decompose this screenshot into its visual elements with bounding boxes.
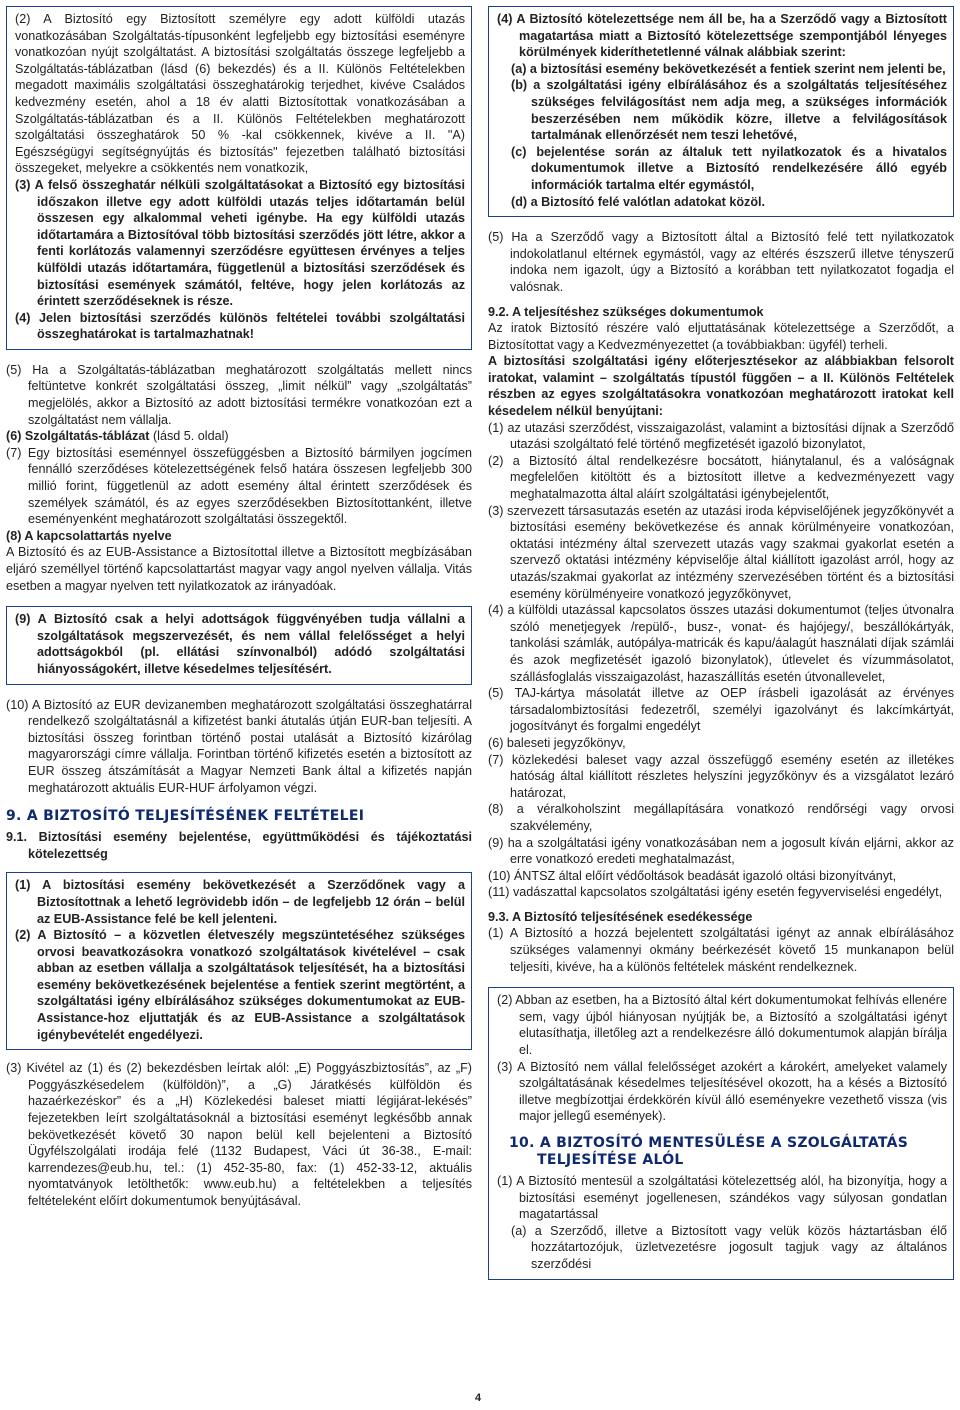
list-item: (2) a Biztosító által rendelkezésre bocsátott, hiánytalanul, és a valóságnak megfelelően kitöltött és a biztosított illetve a kedvezményezett vagy meghatalmazotta által aláírt szolgáltatási igénybejelentőt, (488, 453, 954, 502)
obligation-d: (d) a Biztosító felé valótlan adatokat közöl. (511, 194, 766, 209)
list-item: (5) TAJ-kártya másolatát illetve az OEP írásbeli igazolását az érvényes társadalombiztosítási fedezetről, személyi igazolványt és lakcímkártyát, jogosítványt és forgalmi engedélyt (488, 686, 954, 734)
documents-list (488, 420, 954, 901)
local-conditions-box (6, 606, 472, 684)
service-table-ref: (lásd 5. oldal) (149, 429, 229, 444)
obligation-box (488, 6, 954, 217)
section-10-heading-line1: 10. A BIZTOSÍTÓ MENTESÜLÉSE A SZOLGÁLTATÁS (509, 1135, 909, 1151)
paragraph-2: (2) A Biztosító egy Biztosított személyre egy adott külföldi utazás vonatkozásában Szolgáltatás-típusonként legfeljebb egy biztosítási eseményre vonatkozóan nyújt szolgáltatást. A biztosítási szolgáltatás összege legfeljebb a Szolgáltatás-táblázatban (lásd (6) bekezdés) és a II. Különös Feltételekben megadott maximális szolgáltatási összeghatárokig terjedhet, kivéve Családos kedvezmény esetén, ahol a 18 év alatti Biztosítottak vonatkozásában a Szolgáltatás-táblázatban és a II. Különös Feltételekben meghatározott szolgáltatási összeghatárok 50 % -kal csökkennek, kivéve a II. "A) Egészségügyi segítségnyújtás és biztosítás" fejezetben található biztosítási összegeket, melyekre a csökkentés nem vonatkozik, (15, 12, 465, 176)
notify-paragraph-1: (1) A biztosítási esemény bekövetkezését a Szerződőnek vagy a Biztosítottnak a lehető legrövidebb időn – de legfeljebb 12 órán – belül az EUB-Assistance felé be kell jelenteni. (15, 878, 465, 926)
section-9-2-heading: 9.2. A teljesítéshez szükséges dokumentumok (488, 304, 764, 319)
due-paragraph-2: (2) Abban az esetben, ha a Biztosító által kért dokumentumokat felhívás ellenére sem, vagy újból hiányosan nyújtják be, a Biztosító a szolgáltatási igényt elutasíthatja, illetőleg azt a rendelkezésre álló dokumentumok alapján bírálja el. (497, 993, 947, 1058)
section-10-heading (497, 1135, 947, 1169)
section-9-3-heading: 9.3. A Biztosító teljesítésének esedékessége (488, 909, 753, 924)
service-table-label: (6) Szolgáltatás-táblázat (6, 429, 150, 444)
obligation-a: (a) a biztosítási esemény bekövetkezését a fentiek szerint nem jelenti be, (511, 61, 946, 76)
section-9-3-paragraph-1: (1) A Biztosító a hozzá bejelentett szolgáltatási igényt az annak elbírálásához szükséges valamennyi okmány beérkezését követő 15 munkanapon belül teljesíti, kivéve, ha a különös feltételek másként rendelkeznek. (488, 926, 954, 974)
list-item: (4) a külföldi utazással kapcsolatos összes utazási dokumentumot (teljes útvonalra szóló menetjegyek /repülő-, busz-, vonat- és hajójegy/, beszállókártyák, tankolási számlák, autópálya-matricák és kapu/áalagút használati díjak számlái és azok megfizetését igazoló bizonylatok), útlevelet és vízummásolatot, szállásfoglalás visszaigazolást, hazaszállítás esetén útvonallevelet, (488, 603, 954, 684)
due-paragraph-3: (3) A Biztosító nem vállal felelősséget azokért a károkért, amelyeket valamely szolgáltatásának késedelmes teljesítésével okozott, ha a késés a Biztosító illetve megbízottjai érdekkörén kívül álló eseményekre vezethető vissza (vis major jellegű események). (497, 1059, 947, 1124)
notify-paragraph-2: (2) A Biztosító – a közvetlen életveszély megszüntetéséhez szükséges orvosi beavatkozásokra vonatkozó szolgáltatások kivételével – csak abban az esetben vállalja a szolgáltatások teljesítését, ha a biztosítási esemény bekövetkezésének bejelentése a fentiek szerint megtörtént, a szolgáltatási igény elbírálásához szükséges dokumentumokat az EUB-Assistance-hoz eljuttatják és az EUB-Assistance a szolgáltatások igénybevételét engedélyezi. (15, 928, 465, 1042)
paragraph-5: (5) Ha a Szolgáltatás-táblázatban meghatározott szolgáltatás mellett nincs feltüntetve konkrét szolgáltatási összeg, „limit nélkül” vagy „szolgáltatás” megjelölés, akkor a Biztosító az adott biztosítási termékre vonatkozóan ezt a szolgáltatást nem vállalja. (6, 362, 472, 427)
statements-paragraph-5: (5) Ha a Szerződő vagy a Biztosított által a Biztosító felé tett nyilatkozatok indokolatlanul eltérnek egymástól, vagy az eltérés észszerű illetve tényszerű indoka nem igazolt, úgy a Biztosító a korábban tett nyilatkozatot fogadja el valósnak. (488, 230, 954, 294)
list-item: (6) baleseti jegyzőkönyv, (488, 735, 626, 750)
right-column (488, 0, 954, 1280)
limits-box (6, 6, 472, 350)
list-item: (1) az utazási szerződést, visszaigazolást, valamint a biztosítási díjnak a Szerződő utazási szolgáltató felé történő megfizetését igazoló bizonylatot, (488, 420, 954, 452)
paragraph-8: A Biztosító és az EUB-Assistance a Biztosítottal illetve a Biztosított megbízásában eljáró személlyel történő kapcsolattartást magyar vagy angol nyelven vállalja. Vitás esetben a magyar nyelven tett nyilatkozatok az irányadóak. (6, 545, 472, 593)
paragraph-8-title: (8) A kapcsolattartás nyelve (6, 528, 172, 543)
due-date-box (488, 987, 954, 1279)
notification-box (6, 872, 472, 1050)
obligation-c: (c) bejelentése során az általuk tett nyilatkozatok és a hivatalos dokumentumok illetve a Biztosító rendelkezésére álló egyéb információk tartalma eltér egymástól, (511, 144, 947, 192)
exemption-a: (a) a Szerződő, illetve a Biztosított vagy velük közös háztartásban élő hozzátartozójuk, üzletvezetésre jogosult tagjuk vagy az általános szerződési (511, 1223, 947, 1271)
section-9-2-required: A biztosítási szolgáltatási igény előterjesztésekor az alábbiakban felsorolt iratokat, valamint – szolgáltatás típustól függően – a II. Különös Feltételek részben az egyes szolgáltatásokra vonatkozóan meghatározott iratokat kell késedelem nélkül benyújtani: (488, 354, 954, 419)
section-9-2-intro: Az iratok Biztosító részére való eljuttatásának kötelezettsége a Szerződőt, a Biztosítottat vagy a Kedvezményezettet (a továbbiakban: ügyfél) terheli. (488, 321, 954, 352)
page-number: 4 (475, 1392, 482, 1404)
section-10-heading-line2: TELJESÍTÉSE ALÓL (537, 1152, 684, 1168)
section-9-1-heading: 9.1. Biztosítási esemény bejelentése, együttműködési és tájékoztatási kötelezettség (6, 830, 472, 861)
paragraph-3: (3) A felső összeghatár nélküli szolgáltatásokat a Biztosító egy biztosítási időszakon illetve egy adott külföldi utazás teljes időtartamán belül összesen egy alkalommal veheti igénybe. Ha egy külföldi utazás időtartamára a Biztosítóval több biztosítási szerződés jött létre, akkor a fenti korlátozás valamennyi szerződésre együttesen érvényes a teljes külföldi utazás időtartamára, függetlenül a biztosítási szerződések és biztosítási események számától, feltéve, hogy jelen korlátozás az érintett szerződéseknek is része. (15, 177, 465, 309)
obligation-intro: (4) A Biztosító kötelezettsége nem áll be, ha a Szerződő vagy a Biztosított magatartása miatt a Biztosító kötelezettsége szempontjából lényeges körülmények kideríthetetlenné válnak alábbiak szerint: (497, 12, 947, 60)
list-item: (7) közlekedési baleset vagy azzal összefüggő esemény esetén az illetékes hatóság által kiállított részletes helyszíni jegyzőkönyv és a vizsgálatot lezáró határozat, (488, 752, 954, 800)
obligation-b: (b) a szolgáltatási igény elbírálásához és a szolgáltatás teljesítéséhez szükséges felvilágosítást nem adja meg, a szükséges információk beszerzésében nem működik közre, illetve a felvilágosítások tartalmának ellenőrzését nem teszi lehetővé, (511, 78, 947, 143)
left-column (6, 0, 472, 1210)
paragraph-10: (10) A Biztosító az EUR devizanemben meghatározott szolgáltatási összeghatárral rendelkező szolgáltatásnál a kifizetést banki átutalás útján EUR-ban teljesíti. A biztosítási összeg forintban történő postai utalását a Biztosító kizárólag magyarországi címre vállalja. Forintban történő kifizetés esetén a biztosított az EUR összeg átszámítását a Magyar Nemzeti Bank által a kifizetés napján meghatározott aktuális EUR-HUF árfolyamon végzi. (6, 697, 472, 795)
paragraph-6 (6, 428, 472, 445)
section-9-heading: 9. A BIZTOSÍTÓ TELJESÍTÉSÉNEK FELTÉTELEI (6, 808, 365, 825)
list-item: (10) ÁNTSZ által előírt védőoltások beadását igazoló oltási bizonyítványt, (488, 868, 897, 883)
list-item: (9) ha a szolgáltatási igény vonatkozásában nem a jogosult kíván eljárni, akkor az erre vonatkozó eredeti meghatalmazást, (488, 835, 954, 867)
list-item: (3) szervezett társasutazás esetén az utazási iroda képviselőjének jegyzőkönyvét a biztosítási esemény bekövetkezése és annak körülményeire vonatkozóan, oktatási intézmény által szervezett utazás vagy szakmai gyakorlat esetén a szervező oktatási intézmény képviselője által kiállított igazolást arról, hogy az utazás/szakmai gyakorlat az intézmény szervezésében történt és a biztosítási esemény körülményeire vonatkozó jegyzőkönyvet, (488, 503, 954, 601)
exemption-paragraph-1: (1) A Biztosító mentesül a szolgáltatási kötelezettség alól, ha bizonyítja, hogy a biztosítási eseményt jogellenesen, szándékos vagy súlyosan gondatlan magatartással (497, 1174, 947, 1222)
paragraph-7: (7) Egy biztosítási eseménnyel összefüggésben a Biztosító bármilyen jogcímen fennálló szerződéses kötelezettségének felső határa összesen legfeljebb 300 millió forint, függetlenül az adott esemény által érintett szerződések és személyek számától, és az egyes szerződésekben Biztosítottanként, illetve eseményenként meghatározott szolgáltatási összegektől. (6, 445, 472, 527)
exception-paragraph-3: (3) Kivétel az (1) és (2) bekezdésben leírtak alól: „E) Poggyászbiztosítás”, az „F) Poggyászkésedelem (külföldön)”, a „G) Járatkésés külföldön és hazaérkezéskor” és a „H) Közlekedési baleset miatti légijárat-lekésés” fejezetekben leírt szolgáltatásoknál a biztosítási eseményt legkésőbb annak bekövetkezését követő 30 napon belül kell bejelenteni a Biztosító Ügyfélszolgálati irodája felé (1132 Budapest, Váci út 36-38., E-mail: karrendezes@eub.hu, tel.: (1) 452-35-80, fax: (1) 452-33-12, aktuális nyomtatványok letölthetők: www.eub.hu) a feltételekben a teljesítés feltételeként előírt dokumentumok benyújtásával. (6, 1061, 472, 1208)
list-item: (11) vadászattal kapcsolatos szolgáltatási igény esetén fegyverviselési engedélyt, (488, 885, 943, 900)
list-item: (8) a véralkoholszint megállapítására vonatkozó rendőrségi vagy orvosi szakvélemény, (488, 802, 954, 833)
paragraph-9: (9) A Biztosító csak a helyi adottságok függvényében tudja vállalni a szolgáltatások megszervezését, és nem vállal felelősséget a helyi adottságokból (pl. ellátási színvonalból) adódó szolgáltatási hiányosságokért, illetve késedelmes teljesítésért. (15, 612, 465, 676)
paragraph-4: (4) Jelen biztosítási szerződés különös feltételei további szolgáltatási összeghatárokat is tartalmazhatnak! (15, 310, 465, 342)
